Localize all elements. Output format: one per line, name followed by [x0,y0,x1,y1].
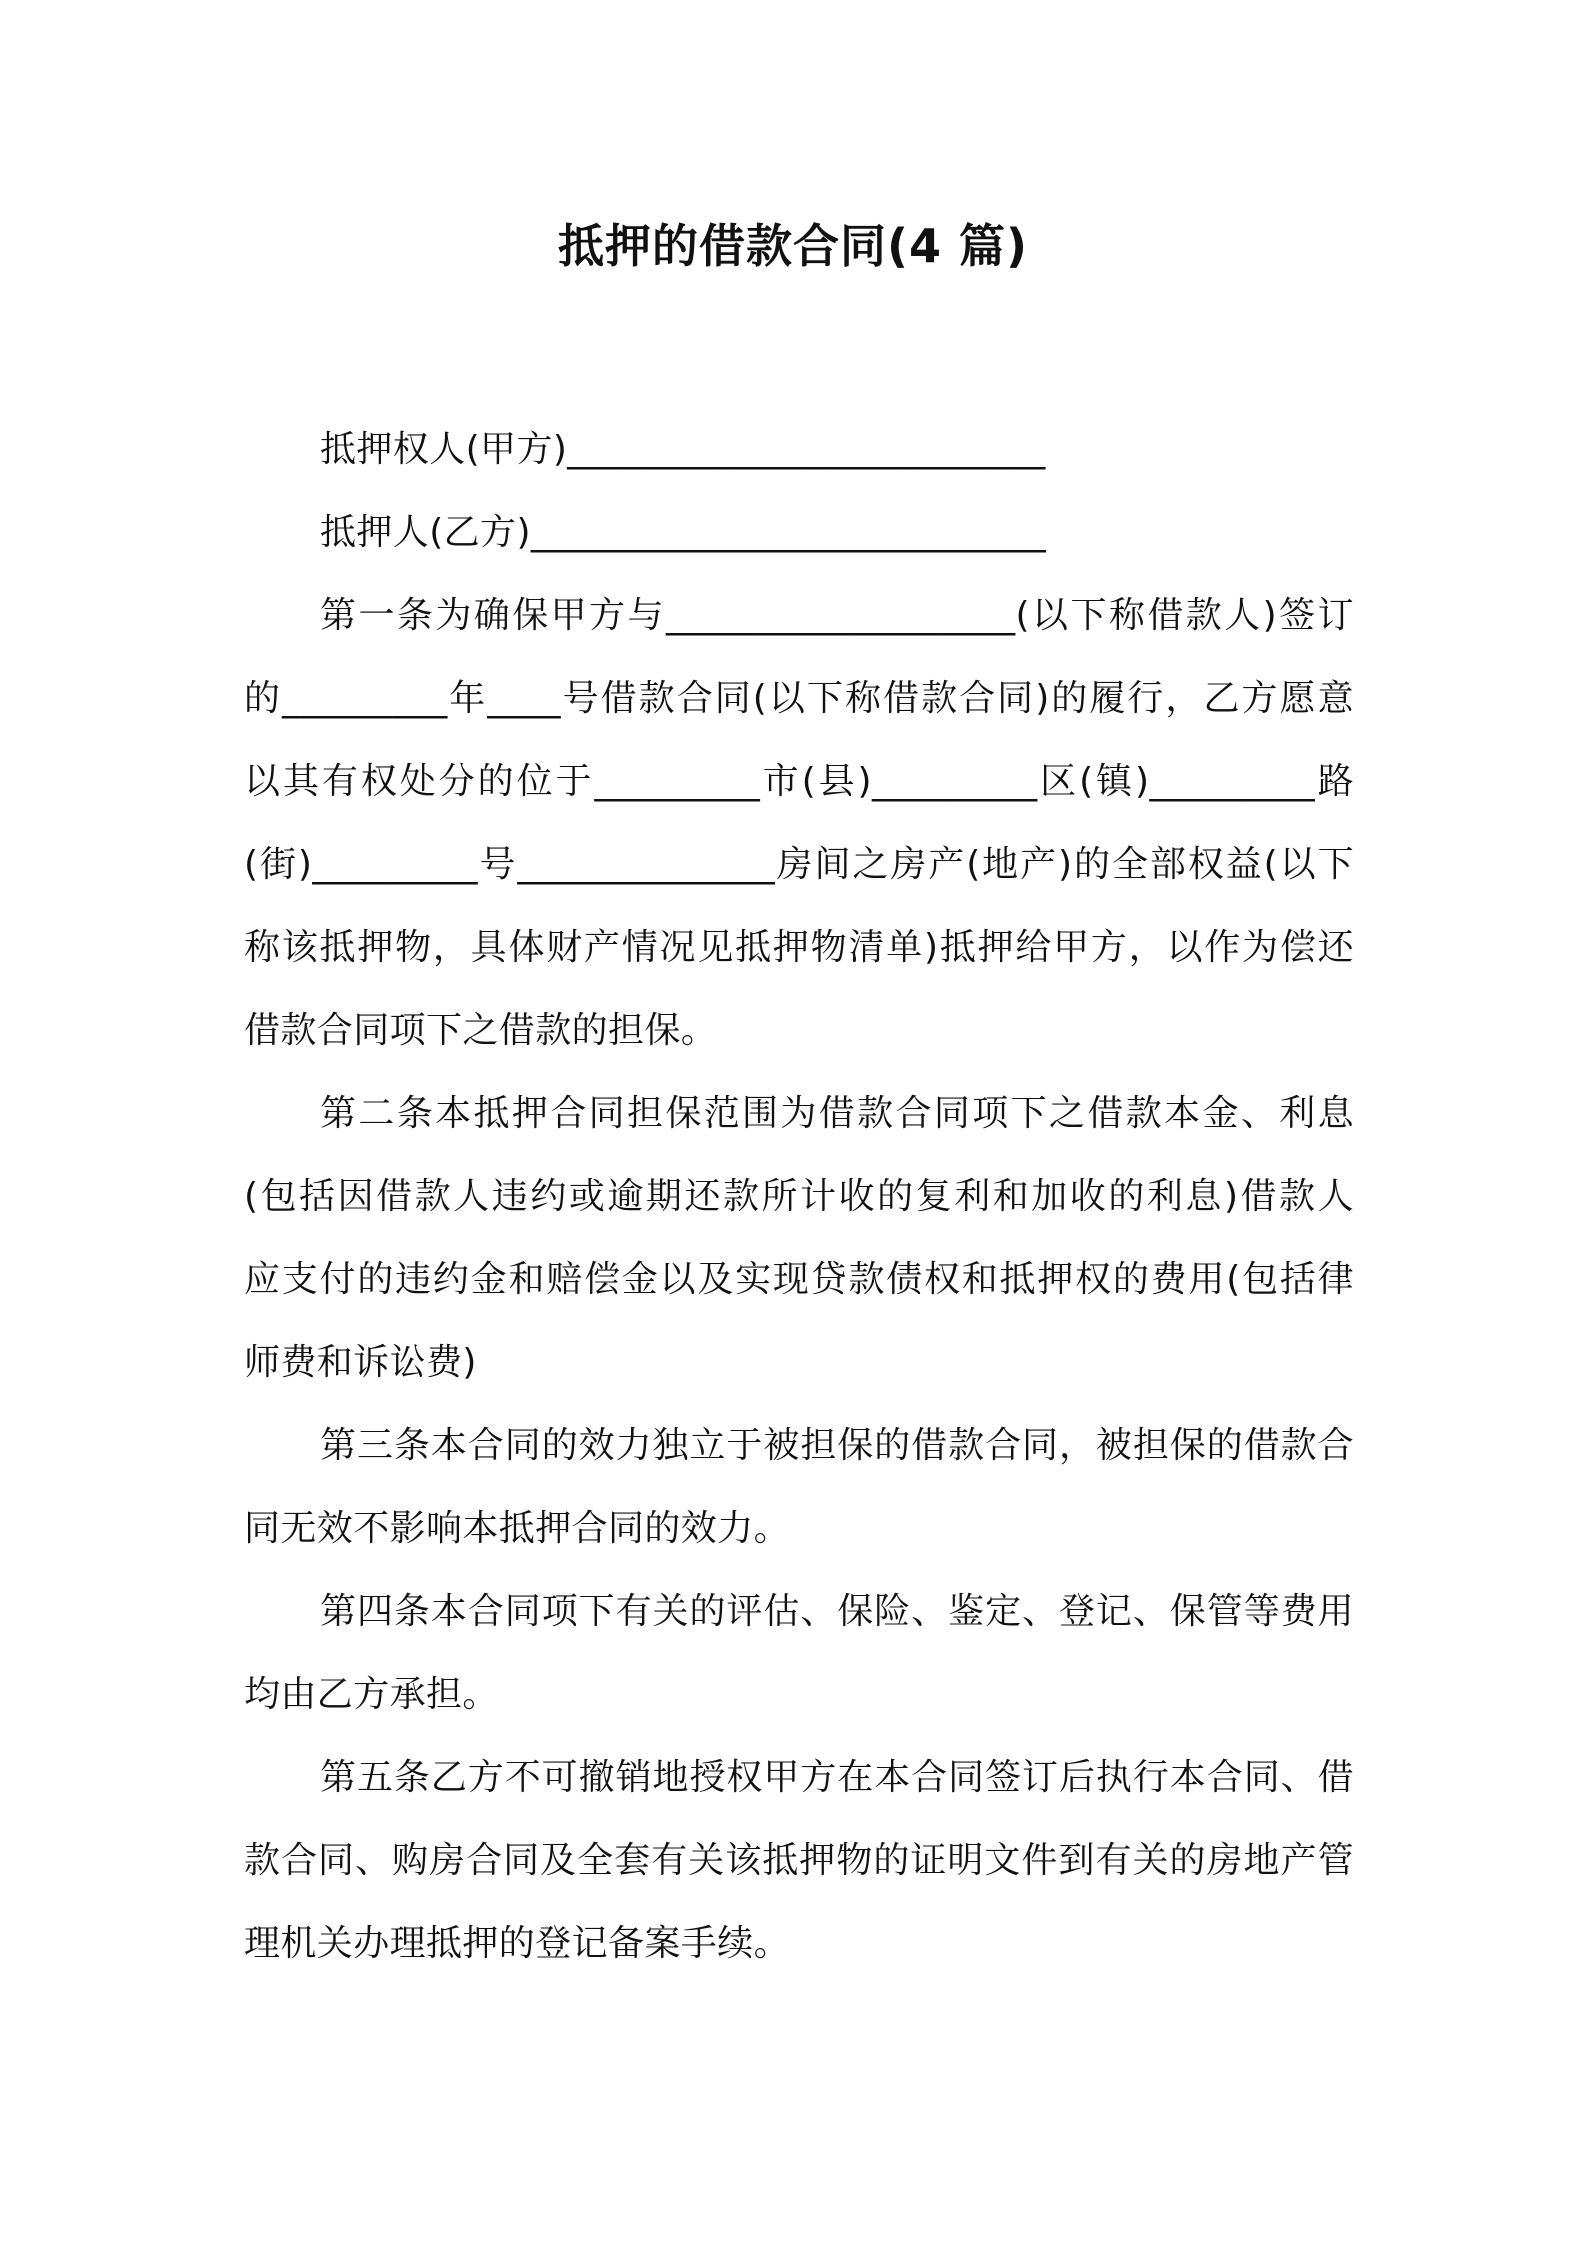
text-line: 同无效不影响本抵押合同的效力。 [244,1508,791,1549]
text-line-article-5: 第五条乙方不可撤销地授权甲方在本合同签订后执行本合同、借 [320,1757,1354,1798]
text-line-party-b: 抵押人(乙方)____________________________ [320,512,1047,553]
text-line: 师费和诉讼费) [244,1342,477,1383]
text-line: 以其有权处分的位于_________市(县)_________区(镇)_________路 [244,761,1354,802]
text-line: (街)_________号______________房间之房产(地产)的全部权益(以下 [244,844,1354,885]
text-line-article-1: 第一条为确保甲方与___________________(以下称借款人)签订 [320,595,1354,636]
text-line: 款合同、购房合同及全套有关该抵押物的证明文件到有关的房地产管 [244,1840,1354,1881]
text-line: 均由乙方承担。 [244,1674,499,1715]
text-line: 理机关办理抵押的登记备案手续。 [244,1923,791,1964]
text-line-article-3: 第三条本合同的效力独立于被担保的借款合同，被担保的借款合 [320,1425,1354,1466]
text-line-party-a: 抵押权人(甲方)__________________________ [320,429,1046,470]
document-title: 抵押的借款合同(4 篇) [557,219,1029,273]
text-line: 的_________年____号借款合同(以下称借款合同)的履行，乙方愿意 [244,678,1354,719]
text-line: 称该抵押物，具体财产情况见抵押物清单)抵押给甲方，以作为偿还 [244,927,1354,968]
text-line: 应支付的违约金和赔偿金以及实现贷款债权和抵押权的费用(包括律 [244,1259,1354,1300]
text-line-article-4: 第四条本合同项下有关的评估、保险、鉴定、登记、保管等费用 [320,1591,1354,1632]
text-line-article-2: 第二条本抵押合同担保范围为借款合同项下之借款本金、利息 [320,1093,1354,1134]
text-line: 借款合同项下之借款的担保。 [244,1010,718,1051]
text-line: (包括因借款人违约或逾期还款所计收的复利和加收的利息)借款人 [244,1176,1354,1217]
document-body [244,408,1354,1985]
